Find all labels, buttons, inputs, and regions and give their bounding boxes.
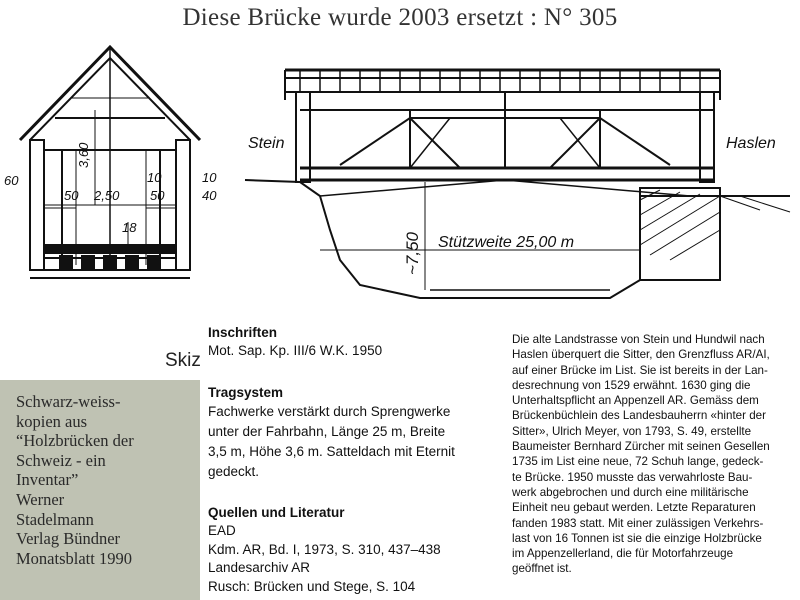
sidebar-panel [0,380,200,600]
dim-50-right-label: 50 [150,188,165,203]
inschriften-heading: Inschriften [208,325,278,340]
history-text: Die alte Landstrasse von Stein und Hundwil nach Haslen überquert die Sitter, den Grenzfluss AR/AI, auf einer Brücke im List. Sie ist bereits in der Lan- desrechnung von 1529 erwähnt. 1630 ging die Unterhaltspflicht an Appenzell AR. Gemäss dem Brückenbüchlein des Landesbauherrn «hinter der Sitter», Ulrich Meyer, von 1793, S. 49, erstellte Baumeister Bernhard Zürcher mit seinen Gesellen 1735 im List eine neue, 72 Schuh lange, gedeck- te Brücke. 1950 musste das verwahrloste Bau- werk abgebrochen und durch eine militärische Einheit neu gebaut werden. Letzte Reparaturen fanden 1983 statt. Mit einer zulässigen Verkehrs- last von 16 Tonnen ist sie die einzige Holzbrücke im Appenzellerland, die für Motorfahrzeuge geöffnet ist. [512,333,770,576]
skiz-label: Skiz [165,350,201,371]
tragsystem-body: Fachwerke verstärkt durch Sprengwerke unter der Fahrbahn, Länge 25 m, Breite 3,5 m, Höhe 3,6 m. Satteldach mit Eternit gedeckt. [208,404,455,479]
quellen-body: EAD Kdm. AR, Bd. I, 1973, S. 310, 437–438 Landesarchiv AR Rusch: Brücken und Stege, S. 104 [208,523,441,594]
elevation-drawing [245,70,790,298]
dim-width-label: 2,50 [94,188,120,203]
dim-60-label: 60 [4,173,19,188]
dim-height-label: 3,60 [76,142,91,168]
dim-10-b-label: 10 [202,170,217,185]
quellen-heading: Quellen und Literatur [208,505,345,520]
dim-50-left-label: 50 [64,188,79,203]
span-label: Stützweite 25,00 m [438,234,575,251]
inschriften-body: Mot. Sap. Kp. III/6 W.K. 1950 [208,343,383,358]
section-inschriften [208,325,382,361]
section-quellen [208,505,493,596]
dim-18-label: 18 [122,220,137,235]
elevation-depth-label: ~7,50 [403,231,422,275]
dim-40-label: 40 [202,188,217,203]
elevation-label-right: Haslen [726,135,776,152]
sidebar-source-note: Schwarz-weiss- kopien aus “Holzbrücken der Schweiz - ein Inventar” Werner Stadelmann Verlag Bündner Monatsblatt 1990 [16,392,134,568]
dim-10-a-label: 10 [147,170,162,185]
section-tragsystem [208,385,493,482]
page-title: Diese Brücke wurde 2003 ersetzt : N° 305 [182,4,618,31]
hatching [640,190,790,260]
tragsystem-heading: Tragsystem [208,385,284,400]
cross-section-drawing [20,47,200,278]
elevation-label-left: Stein [248,135,285,152]
bridge-drawing [0,40,800,330]
